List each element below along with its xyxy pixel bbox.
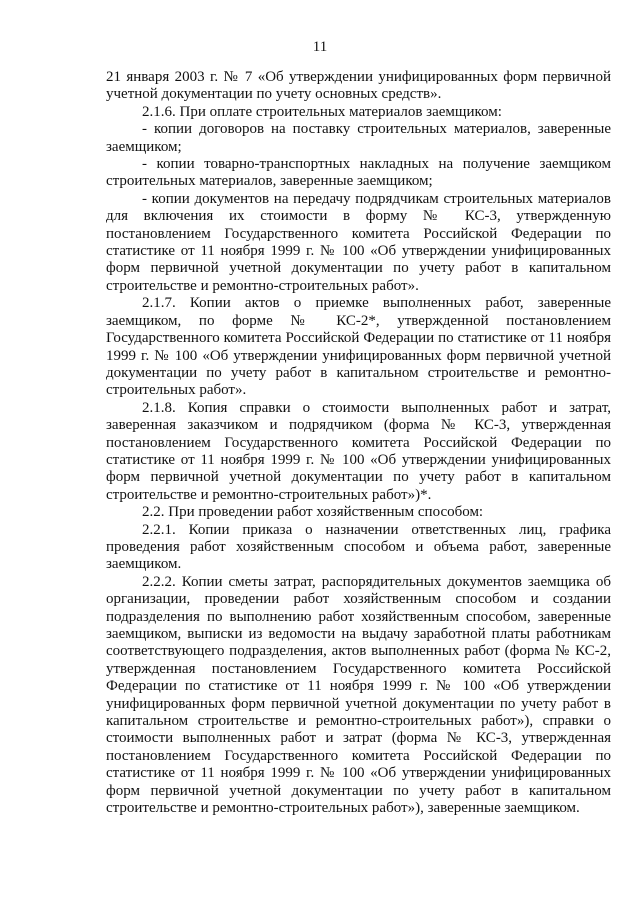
- list-item-contracts: - копии договоров на поставку строительных материалов, заверенные заемщиком;: [106, 121, 611, 155]
- paragraph-2-2: 2.2. При проведении работ хозяйственным способом:: [142, 504, 484, 521]
- paragraph-2-2-1: 2.2.1. Копии приказа о назначении ответственных лиц, графика проведения работ хозяйственным способом и объема работ, заверенные заемщиком.: [106, 521, 611, 573]
- paragraph-2-1-8: 2.1.8. Копия справки о стоимости выполненных работ и затрат, заверенная заказчиком и подрядчиком (форма № КС-3, утвержденная постановлением Государственного комитета Российской Федерации по статистике от 11 ноября 1999 г. № 100 «Об утверждении унифицированных форм первичной учетной документации по учету работ в капитальном строительстве и ремонтно-строительных работ»)*.: [106, 399, 611, 503]
- paragraph-2-1-6: 2.1.6. При оплате строительных материалов заемщиком:: [142, 103, 502, 120]
- list-item-transfer-documents: - копии документов на передачу подрядчикам строительных материалов для включения их стоимости в форму № КС-3, утвержденную постановлением Государственного комитета Российской Федерации по статистике от 11 ноября 1999 г. № 100 «Об утверждении унифицированных форм первичной учетной документации по учету работ в капитальном строительстве и ремонтно-строительных работ».: [106, 190, 611, 294]
- document-body: [106, 69, 611, 817]
- paragraph-2-2-2: 2.2.2. Копии сметы затрат, распорядительных документов заемщика об организации, проведении работ хозяйственным способом и создании подразделения по выполнению работ хозяйственным способом, заверенные заемщиком, выписки из ведомости на выдачу заработной платы работникам соответствующего подразделения, актов выполненных работ (форма № КС-2, утвержденная постановлением Государственного комитета Российской Федерации по статистике от 11 ноября 1999 г. № 100 «Об утверждении унифицированных форм первичной учетной документации по учету работ в капитальном строительстве и ремонтно-строительных работ»), справки о стоимости выполненных работ и затрат (форма № КС-3, утвержденная постановлением Государственного комитета Российской Федерации по статистике от 11 ноября 1999 г. № 100 «Об утверждении унифицированных форм первичной учетной документации по учету работ в капитальном строительстве и ремонтно-строительных работ»), заверенные заемщиком.: [106, 573, 611, 817]
- list-item-waybills: - копии товарно-транспортных накладных на получение заемщиком строительных материалов, заверенные заемщиком;: [106, 156, 611, 190]
- paragraph-2-1-7: 2.1.7. Копии актов о приемке выполненных работ, заверенные заемщиком, по форме № КС-2*, утвержденной постановлением Государственного комитета Российской Федерации по статистике от 11 ноября 1999 г. № 100 «Об утверждении унифицированных форм первичной учетной документации по учету работ в капитальном строительстве и ремонтно-строительных работ».: [106, 295, 611, 399]
- paragraph-continuation: 21 января 2003 г. № 7 «Об утверждении унифицированных форм первичной учетной документации по учету основных средств».: [106, 69, 611, 103]
- page-number: 11: [312, 39, 328, 55]
